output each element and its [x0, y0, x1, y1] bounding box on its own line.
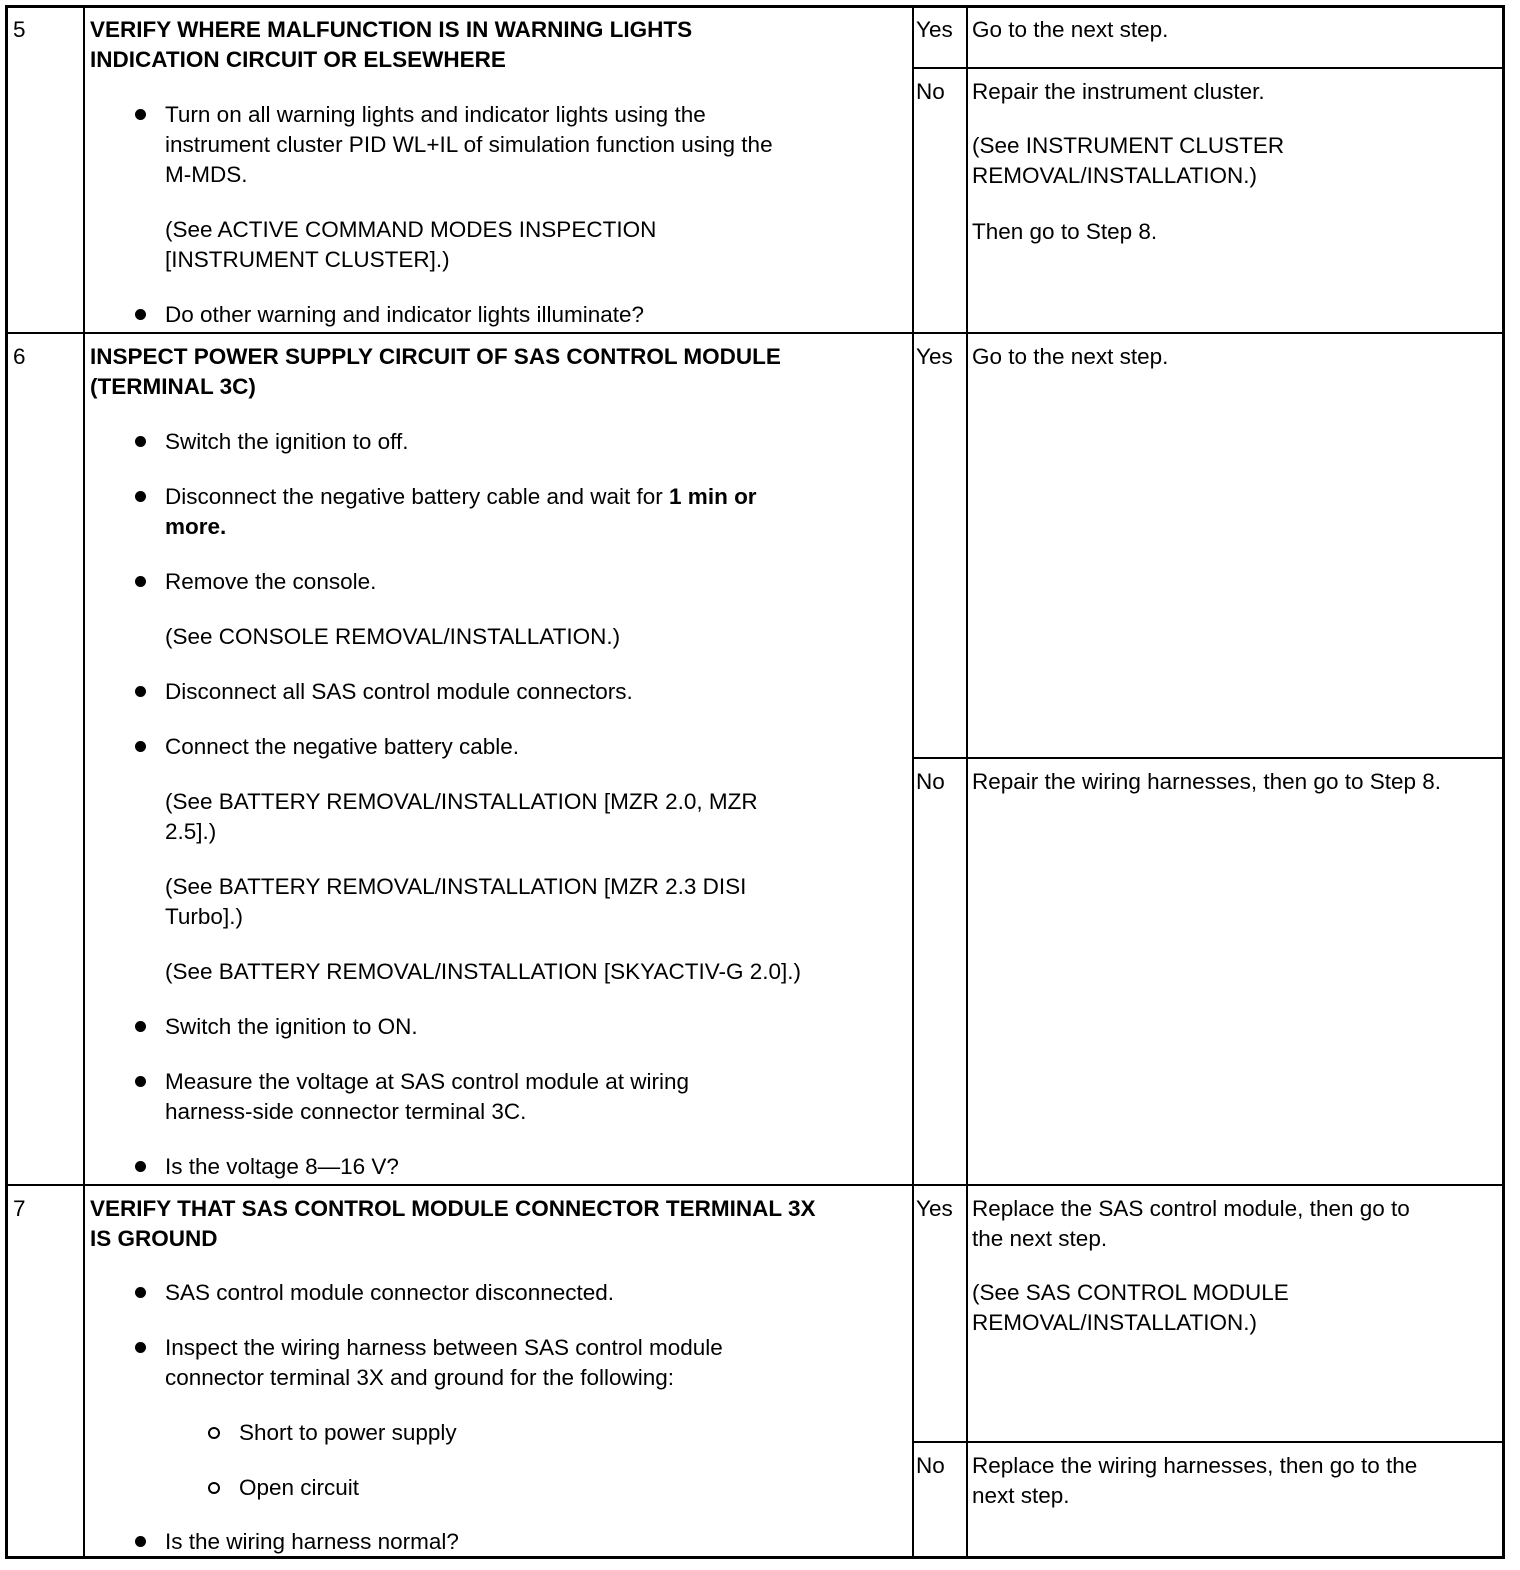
step-title-line: INSPECT POWER SUPPLY CIRCUIT OF SAS CONTROL MODULE: [90, 344, 781, 369]
no-action-line: next step.: [972, 1483, 1070, 1508]
bullet-icon: [135, 741, 146, 752]
sub-bullet-icon: [208, 1427, 220, 1439]
bullet-icon: [135, 1342, 146, 1353]
reference-line: [INSTRUMENT CLUSTER].): [165, 247, 450, 272]
instruction-line: Turn on all warning lights and indicator lights using the: [165, 102, 706, 127]
instruction-text: Disconnect the negative battery cable and wait for: [165, 484, 670, 509]
yes-label: Yes: [916, 17, 953, 42]
yes-action-line: (See SAS CONTROL MODULE: [972, 1280, 1289, 1305]
step-title-line: (TERMINAL 3C): [90, 374, 256, 399]
instruction-line: Switch the ignition to ON.: [165, 1014, 418, 1039]
reference-line: (See BATTERY REMOVAL/INSTALLATION [MZR 2.0, MZR: [165, 789, 758, 814]
instruction-line: connector terminal 3X and ground for the following:: [165, 1365, 675, 1390]
column-divider-1: [83, 8, 85, 1556]
no-label: No: [916, 79, 945, 104]
instruction-emphasis: 1 min or: [669, 484, 757, 509]
instruction-line: Remove the console.: [165, 569, 377, 594]
question-line: Is the voltage 8—16 V?: [165, 1154, 399, 1179]
instruction-line: [165, 482, 757, 512]
bullet-icon: [135, 1076, 146, 1087]
yes-no-divider-step5: [912, 67, 1502, 69]
column-divider-2: [912, 8, 914, 1556]
step-title-line: INDICATION CIRCUIT OR ELSEWHERE: [90, 47, 506, 72]
bullet-icon: [135, 1536, 146, 1547]
instruction-line: instrument cluster PID WL+IL of simulation function using the: [165, 132, 773, 157]
instruction-line: Disconnect all SAS control module connectors.: [165, 679, 633, 704]
bullet-icon: [135, 109, 146, 120]
yes-action-line: Replace the SAS control module, then go to: [972, 1196, 1410, 1221]
reference-line: (See CONSOLE REMOVAL/INSTALLATION.): [165, 624, 621, 649]
yes-no-divider-step6: [912, 757, 1502, 759]
step-title-line: VERIFY WHERE MALFUNCTION IS IN WARNING LIGHTS: [90, 17, 693, 42]
sub-bullet-icon: [208, 1482, 220, 1494]
yes-action-line: the next step.: [972, 1226, 1108, 1251]
yes-action: Go to the next step.: [972, 17, 1169, 42]
step-title-line: VERIFY THAT SAS CONTROL MODULE CONNECTOR TERMINAL 3X: [90, 1196, 816, 1221]
step-number: 6: [13, 344, 26, 369]
column-divider-3: [966, 8, 968, 1556]
step-title-line: IS GROUND: [90, 1226, 218, 1251]
no-action-line: Replace the wiring harnesses, then go to the: [972, 1453, 1418, 1478]
yes-no-divider-step7: [912, 1441, 1502, 1443]
no-action-line: Repair the instrument cluster.: [972, 79, 1265, 104]
bullet-icon: [135, 1021, 146, 1032]
instruction-line: Switch the ignition to off.: [165, 429, 409, 454]
reference-line: Turbo].): [165, 904, 243, 929]
yes-action-line: REMOVAL/INSTALLATION.): [972, 1310, 1258, 1335]
no-action: Repair the wiring harnesses, then go to Step 8.: [972, 769, 1442, 794]
yes-action: Go to the next step.: [972, 344, 1169, 369]
instruction-line: harness-side connector terminal 3C.: [165, 1099, 527, 1124]
yes-label: Yes: [916, 344, 953, 369]
question-line: Is the wiring harness normal?: [165, 1529, 459, 1554]
row-divider-step6: [8, 1184, 1502, 1186]
reference-line: (See BATTERY REMOVAL/INSTALLATION [SKYACTIV-G 2.0].): [165, 959, 802, 984]
reference-line: (See ACTIVE COMMAND MODES INSPECTION: [165, 217, 657, 242]
instruction-line: Inspect the wiring harness between SAS control module: [165, 1335, 723, 1360]
reference-line: (See BATTERY REMOVAL/INSTALLATION [MZR 2.3 DISI: [165, 874, 747, 899]
step-number: 5: [13, 17, 26, 42]
instruction-line: M-MDS.: [165, 162, 248, 187]
inspection-table: [5, 5, 1505, 1559]
instruction-line: Measure the voltage at SAS control module at wiring: [165, 1069, 690, 1094]
no-action-line: Then go to Step 8.: [972, 219, 1158, 244]
bullet-icon: [135, 1287, 146, 1298]
reference-line: 2.5].): [165, 819, 217, 844]
instruction-line: Connect the negative battery cable.: [165, 734, 519, 759]
bullet-icon: [135, 576, 146, 587]
bullet-icon: [135, 309, 146, 320]
bullet-icon: [135, 1161, 146, 1172]
yes-label: Yes: [916, 1196, 953, 1221]
row-divider-step5: [8, 332, 1502, 334]
instruction-emphasis: more.: [165, 514, 227, 539]
bullet-icon: [135, 686, 146, 697]
sub-item: Short to power supply: [239, 1420, 457, 1445]
question-line: Do other warning and indicator lights illuminate?: [165, 302, 645, 327]
no-action-line: (See INSTRUMENT CLUSTER: [972, 133, 1285, 158]
bullet-icon: [135, 491, 146, 502]
no-action-line: REMOVAL/INSTALLATION.): [972, 163, 1258, 188]
step-number: 7: [13, 1196, 26, 1221]
no-label: No: [916, 1453, 945, 1478]
sub-item: Open circuit: [239, 1475, 360, 1500]
no-label: No: [916, 769, 945, 794]
instruction-line: SAS control module connector disconnected.: [165, 1280, 615, 1305]
bullet-icon: [135, 436, 146, 447]
